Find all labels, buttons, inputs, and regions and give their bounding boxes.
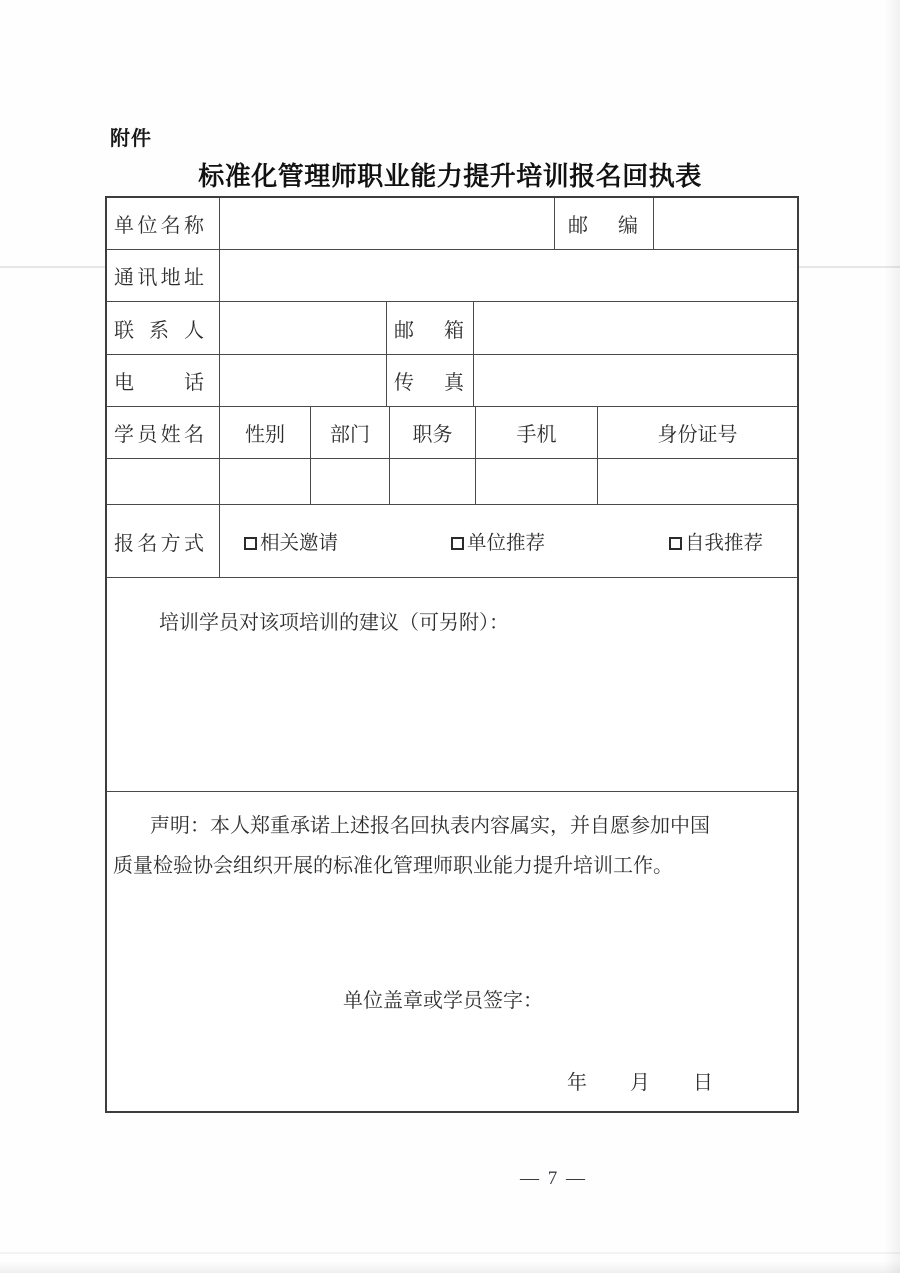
declaration-cell bbox=[107, 792, 797, 1111]
address-label-cell bbox=[107, 250, 220, 301]
position-entry-cell bbox=[390, 459, 476, 504]
student-entry-row bbox=[107, 459, 797, 505]
form-title: 标准化管理师职业能力提升培训报名回执表 bbox=[198, 161, 702, 191]
declaration-line-1: 声明：本人郑重承诺上述报名回执表内容属实，并自愿参加中国 bbox=[150, 815, 710, 837]
attachment-label: 附件 bbox=[110, 128, 152, 150]
registration-method-row bbox=[107, 505, 797, 578]
phone-label: 电话 bbox=[114, 372, 204, 394]
fax-label: 传真 bbox=[394, 372, 464, 394]
email-label-cell bbox=[387, 302, 474, 354]
date-line bbox=[567, 1066, 713, 1095]
phone-row bbox=[107, 355, 797, 407]
option-label: 单位推荐 bbox=[467, 533, 546, 554]
suggestion-label: 培训学员对该项培训的建议（可另附）： bbox=[159, 612, 509, 634]
email-input-cell bbox=[474, 302, 797, 354]
unit-name-label-cell bbox=[107, 198, 220, 249]
id-number-header: 身份证号 bbox=[657, 424, 738, 446]
student-name-header-cell bbox=[107, 407, 220, 458]
suggestion-cell bbox=[107, 578, 797, 791]
department-entry-cell bbox=[311, 459, 390, 504]
year-label: 年 bbox=[567, 1072, 587, 1094]
student-name-entry-cell bbox=[107, 459, 220, 504]
registration-method-label: 报名方式 bbox=[114, 532, 204, 555]
gender-entry-cell bbox=[220, 459, 311, 504]
student-name-header: 学员姓名 bbox=[114, 424, 204, 446]
suggestion-row bbox=[107, 578, 797, 792]
contact-input-cell bbox=[220, 302, 387, 354]
contact-label-cell bbox=[107, 302, 220, 354]
address-label: 通讯地址 bbox=[114, 267, 204, 289]
gender-header: 性别 bbox=[245, 424, 285, 446]
address-input-cell bbox=[220, 250, 797, 301]
day-label: 日 bbox=[693, 1072, 713, 1094]
postal-code-label-cell bbox=[555, 198, 654, 249]
email-label: 邮箱 bbox=[394, 319, 464, 342]
declaration-line-2: 质量检验协会组织开展的标准化管理师职业能力提升培训工作。 bbox=[113, 855, 673, 877]
checkbox-icon bbox=[669, 537, 682, 550]
postal-code-label: 邮编 bbox=[568, 215, 638, 237]
scan-artifact bbox=[0, 1252, 900, 1254]
signature-label: 单位盖章或学员签字： bbox=[343, 990, 543, 1012]
registration-method-label-cell bbox=[107, 505, 220, 577]
postal-code-input-cell bbox=[654, 198, 797, 249]
id-number-entry-cell bbox=[598, 459, 797, 504]
option-label: 自我推荐 bbox=[685, 533, 764, 554]
option-related-invitation bbox=[244, 527, 338, 555]
mobile-header-cell bbox=[476, 407, 598, 458]
option-label: 相关邀请 bbox=[260, 533, 339, 554]
declaration-row bbox=[107, 792, 797, 1111]
gender-header-cell bbox=[220, 407, 311, 458]
position-header: 职务 bbox=[412, 424, 453, 446]
unit-name-row bbox=[107, 198, 797, 250]
declaration-paragraph bbox=[107, 792, 797, 886]
scan-artifact bbox=[0, 1261, 900, 1273]
position-header-cell bbox=[390, 407, 476, 458]
registration-options-cell bbox=[220, 505, 797, 577]
checkbox-icon bbox=[451, 537, 464, 550]
phone-input-cell bbox=[220, 355, 387, 406]
page-number: — 7 — bbox=[520, 1168, 587, 1189]
phone-label-cell bbox=[107, 355, 220, 406]
department-header: 部门 bbox=[330, 424, 370, 446]
fax-input-cell bbox=[474, 355, 797, 406]
mobile-entry-cell bbox=[476, 459, 598, 504]
option-self-recommendation bbox=[669, 527, 763, 555]
address-row bbox=[107, 250, 797, 302]
mobile-header: 手机 bbox=[516, 424, 557, 446]
contact-row bbox=[107, 302, 797, 355]
unit-name-label: 单位名称 bbox=[114, 215, 204, 237]
unit-name-input-cell bbox=[220, 198, 555, 249]
scan-artifact bbox=[884, 0, 900, 1273]
checkbox-icon bbox=[244, 537, 257, 550]
student-header-row bbox=[107, 407, 797, 459]
option-unit-recommendation bbox=[451, 527, 545, 555]
month-label: 月 bbox=[630, 1072, 650, 1094]
fax-label-cell bbox=[387, 355, 474, 406]
department-header-cell bbox=[311, 407, 390, 458]
contact-label: 联系人 bbox=[114, 319, 204, 342]
id-number-header-cell bbox=[598, 407, 797, 458]
registration-form-table bbox=[105, 196, 799, 1113]
